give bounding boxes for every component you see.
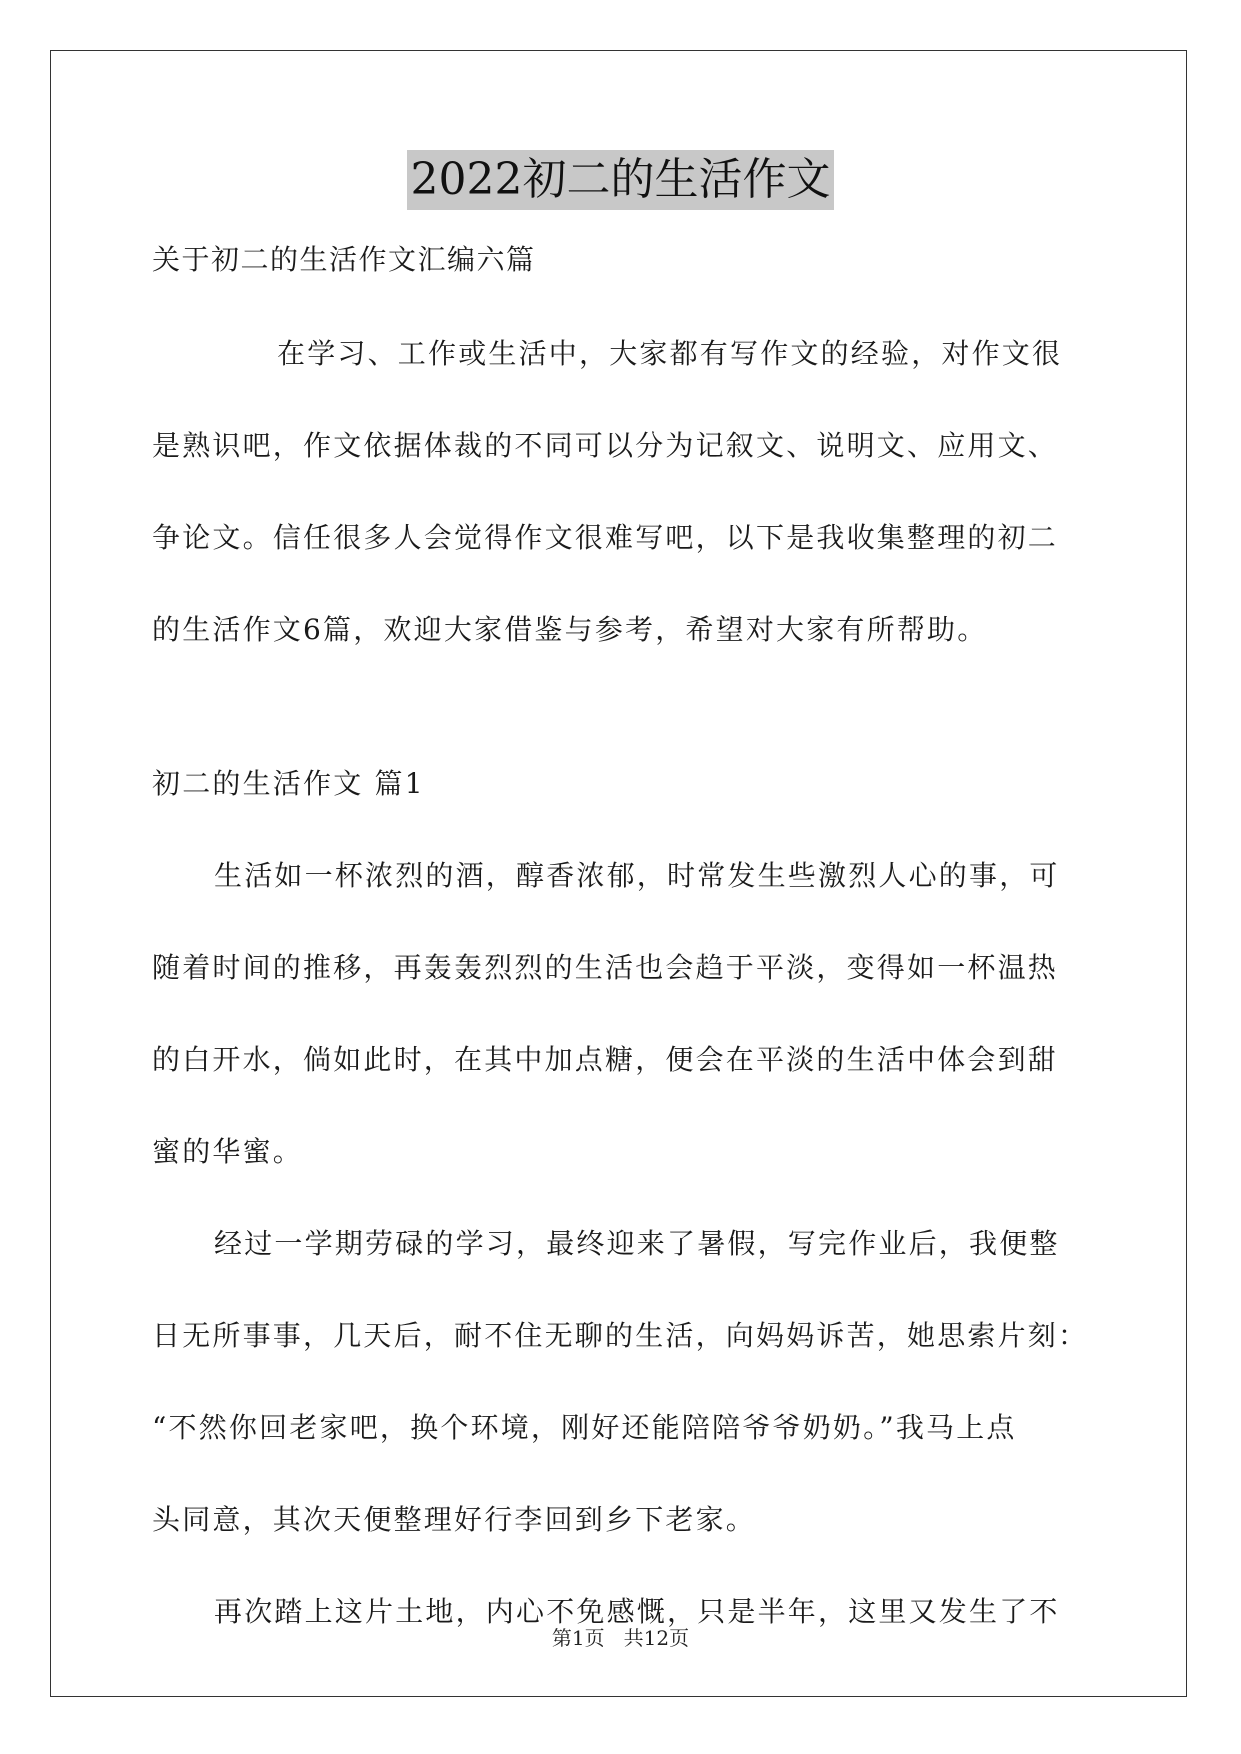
body-line: 生活如一杯浓烈的酒，醇香浓郁，时常发生些激烈人心的事，可 [214, 859, 1060, 892]
body-line: 随着时间的推移，再轰轰烈烈的生活也会趋于平淡，变得如一杯温热 [152, 951, 1059, 984]
subtitle: 关于初二的生活作文汇编六篇 [152, 243, 536, 276]
document-body [152, 235, 1092, 1679]
body-line: “不然你回老家吧，换个环境，刚好还能陪陪爷爷奶奶。”我马上点 [152, 1411, 1017, 1444]
intro-line: 争论文。信任很多人会觉得作文很难写吧，以下是我收集整理的初二 [152, 521, 1059, 554]
page-footer: 第1页 共12页 [551, 1626, 690, 1650]
section-heading: 初二的生活作文 篇1 [152, 767, 425, 800]
document-title: 2022初二的生活作文 [407, 150, 835, 210]
title-wrap [0, 150, 1241, 210]
body-line: 日无所事事，几天后，耐不住无聊的生活，向妈妈诉苦，她思索片刻： [152, 1319, 1089, 1352]
body-line: 经过一学期劳碌的学习，最终迎来了暑假，写完作业后，我便整 [214, 1227, 1060, 1260]
intro-line: 在学习、工作或生活中，大家都有写作文的经验，对作文很 [277, 337, 1063, 370]
intro-line: 的生活作文6篇，欢迎大家借鉴与参考，希望对大家有所帮助。 [152, 613, 988, 646]
body-line: 的白开水，倘如此时，在其中加点糖，便会在平淡的生活中体会到甜 [152, 1043, 1059, 1076]
intro-line: 是熟识吧，作文依据体裁的不同可以分为记叙文、说明文、应用文、 [152, 429, 1059, 462]
spacer [152, 697, 1092, 759]
body-line: 再次踏上这片土地，内心不免感慨，只是半年，这里又发生了不 [214, 1595, 1060, 1628]
body-line: 头同意，其次天便整理好行李回到乡下老家。 [152, 1503, 757, 1536]
body-line: 蜜的华蜜。 [152, 1135, 304, 1168]
